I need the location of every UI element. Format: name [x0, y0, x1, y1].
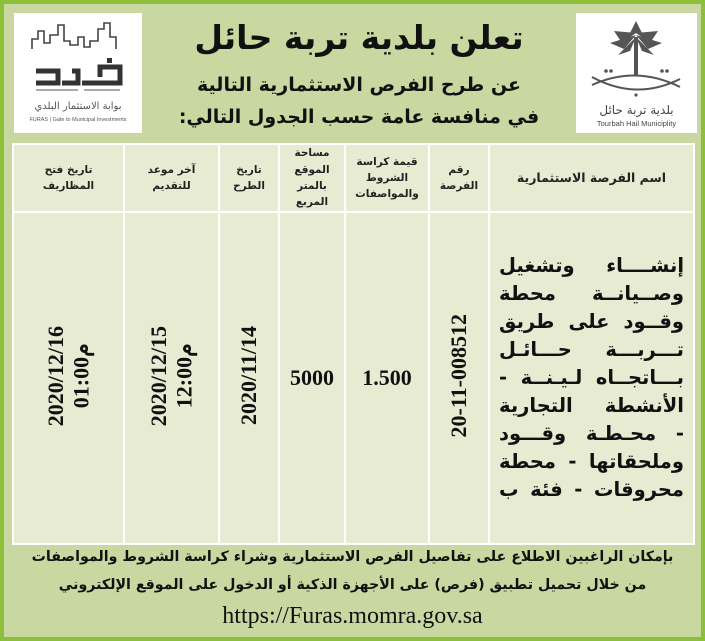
header-line: الشروط: [365, 171, 409, 184]
opportunity-number-cell: [429, 212, 489, 544]
header-line: المظاريف: [42, 180, 95, 192]
header-line: الطرح: [233, 180, 265, 192]
footer-instructions-line1: بإمكان الراغبين الاطلاع على تفاصيل الفرص الاستثمارية وشراء كراسة الشروط والمواصفات: [31, 549, 674, 565]
opportunity-number: 20-11-008512: [446, 314, 472, 438]
announcement-title: تعلن بلدية تربة حائل: [194, 18, 524, 57]
furas-english-tagline: FURAS | Gate to Municipal Investments: [29, 117, 127, 123]
header-line: قيمة كراسة: [356, 155, 418, 168]
header-booklet-value: [345, 144, 429, 212]
opening-time: 01:00م: [68, 343, 94, 409]
announcement-subtitle-line2: في منافسة عامة حسب الجدول التالي:: [178, 106, 540, 128]
name-line: - محـطـة وقـــود: [499, 422, 684, 446]
header-offering-date: [219, 144, 279, 212]
header-line: الفرصة: [439, 180, 479, 192]
name-line: تـــربـــة حـــائـل: [499, 337, 684, 361]
palm-and-swords-emblem-icon: [576, 15, 697, 103]
name-line: وصــيانــة محطة: [499, 281, 684, 305]
name-line: وقــود على طريق: [499, 309, 684, 333]
submission-deadline-cell: [124, 212, 219, 544]
header-line: مساحة: [294, 147, 330, 160]
header-line: المربع: [295, 196, 329, 209]
booklet-value-cell: 1.500: [345, 212, 429, 544]
header-line: الموقع بالمتر: [294, 163, 330, 192]
municipality-english-name: Tourbah Hail Municiplity: [596, 119, 677, 128]
header-opportunity-name: اسم الفرصة الاستثمارية: [489, 144, 694, 212]
site-area-cell: 5000: [279, 212, 345, 544]
announcement-subtitle-line1: عن طرح الفرص الاستثمارية التالية: [197, 74, 521, 96]
name-line: الأنشطة التجارية: [499, 394, 684, 418]
furas-wordmark-icon: [14, 57, 142, 97]
footer-instructions-line2: من خلال تحميل تطبيق (فرص) على الأجهزة الذكية أو الدخول على الموقع الإلكتروني: [58, 577, 647, 593]
header-line: تاريخ فتح: [44, 163, 93, 176]
envelope-opening-date-cell: [13, 212, 124, 544]
opportunity-name-cell: [489, 212, 694, 544]
furas-website-link[interactable]: https://Furas.momra.gov.sa: [222, 603, 483, 629]
header-line: تاريخ: [236, 163, 262, 176]
offering-date: 2020/11/14: [236, 326, 262, 426]
header-envelope-opening-date: [13, 144, 124, 212]
opening-date: 2020/12/16: [43, 325, 69, 427]
municipality-logo: [576, 13, 697, 133]
opening-value: [43, 326, 94, 426]
name-line: بـــاتجــاه لـيـنــة -: [499, 365, 684, 389]
tender-table: [12, 143, 695, 545]
furas-logo: [14, 13, 142, 133]
table-header-row: [13, 144, 694, 212]
name-line: وملحقاتها - محطة: [499, 450, 684, 474]
municipality-arabic-name: بلدية تربة حائل: [599, 103, 674, 117]
deadline-date: 2020/12/15: [146, 325, 172, 427]
header-line: آخر موعد: [147, 163, 196, 176]
table-row: [13, 212, 694, 544]
deadline-time: 12:00م: [171, 343, 197, 409]
skyline-icon: [14, 17, 142, 57]
header-site-area: [279, 144, 345, 212]
header-line: والمواصفات: [355, 188, 419, 201]
offering-date-cell: [219, 212, 279, 544]
header-submission-deadline: [124, 144, 219, 212]
name-line: محروقات - فئة ب: [499, 478, 684, 502]
header-line: للتقديم: [152, 180, 191, 192]
header-opportunity-number: [429, 144, 489, 212]
name-line: إنشــــاء وتشغيل: [499, 253, 684, 277]
deadline-value: [146, 326, 197, 426]
furas-arabic-tagline: بوابة الاستثمار البلدي: [34, 101, 122, 112]
header-line: رقم: [448, 163, 470, 176]
